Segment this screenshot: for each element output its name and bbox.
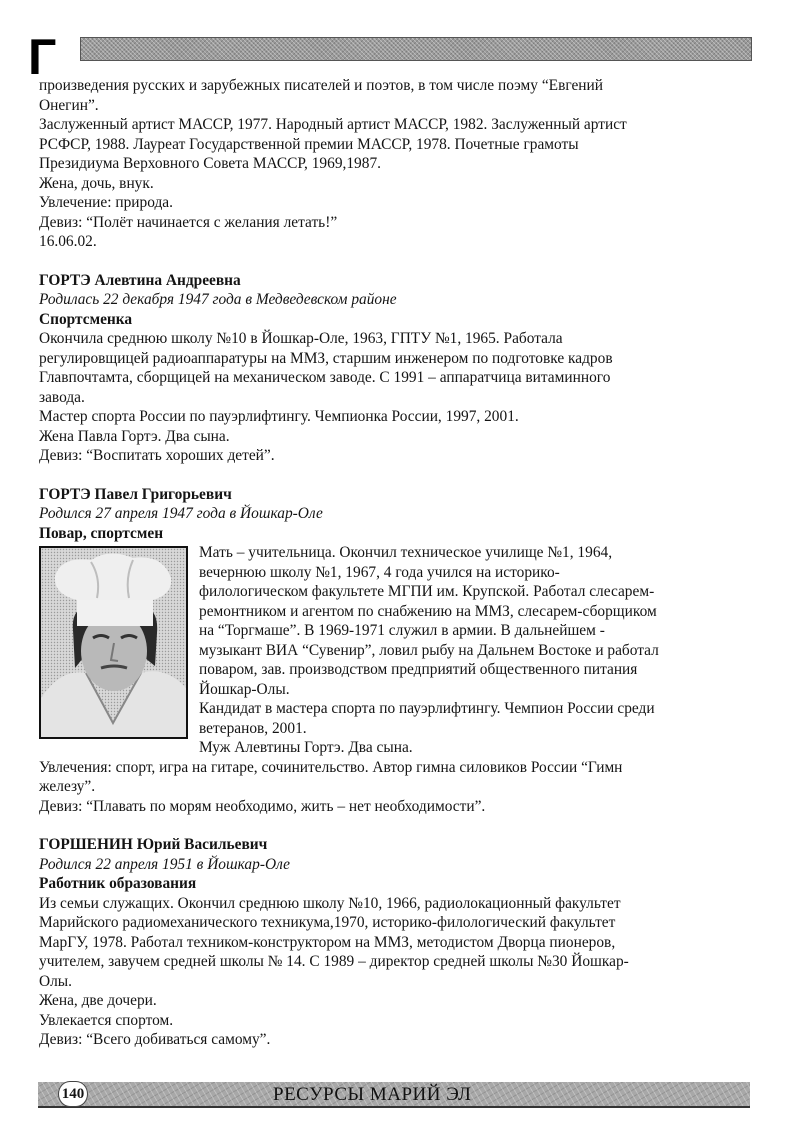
text-line: регулировщицей радиоаппаратуры на ММЗ, старшим инженером по подготовке кадров [39, 349, 613, 367]
page-number: 140 [58, 1081, 88, 1107]
text-line: поваром, зав. производством предприятий общественного питания [199, 661, 638, 678]
page-footer [38, 1082, 750, 1108]
text-line: Увлекается спортом. [39, 1011, 174, 1029]
text-line: Увлечения: спорт, игра на гитаре, сочинительство. Автор гимна силовиков России “Гимн [39, 758, 623, 776]
section-header-bar [80, 37, 752, 61]
profession: Спортсменка [39, 310, 133, 328]
text-line: завода. [39, 388, 85, 406]
page-content [39, 76, 759, 1050]
text-line: Девиз: “Плавать по морям необходимо, жить – нет необходимости”. [39, 797, 486, 815]
text-line: МарГУ, 1978. Работал техником-конструктором на ММЗ, методистом Дворца пионеров, [39, 933, 616, 951]
section-letter: Г [28, 29, 57, 85]
text-line: Муж Алевтины Гортэ. Два сына. [199, 739, 413, 756]
profession: Работник образования [39, 875, 197, 892]
text-line: Марийского радиомеханического техникума,1970, историко-филологический факультет [39, 914, 616, 931]
biography-entry [39, 271, 759, 466]
photo-side-text [199, 543, 759, 758]
text-line: вечернюю школу №1, 1967, 4 года учился на историко- [199, 563, 560, 581]
text-line: Мастер спорта России по пауэрлифтингу. Чемпионка России, 1997, 2001. [39, 408, 519, 425]
text-line: Девиз: “Воспитать хороших детей”. [39, 447, 275, 464]
text-line: железу”. [39, 778, 96, 795]
text-line: Главпочтамта, сборщицей на механическом заводе. С 1991 – аппаратчица витаминного [39, 369, 611, 386]
text-line: Йошкар-Олы. [199, 680, 290, 698]
text-line: Жена Павла Гортэ. Два сына. [39, 427, 230, 445]
text-line: Онегин”. [39, 96, 99, 114]
text-line: музыкант ВИА “Сувенир”, ловил рыбу на Дальнем Востоке и работал [199, 641, 659, 659]
biography-entry [39, 835, 759, 1050]
profession: Повар, спортсмен [39, 524, 164, 542]
text-line: учителем, завучем средней школы № 14. С 1989 – директор средней школы №30 Йошкар- [39, 953, 629, 970]
text-line: Увлечение: природа. [39, 194, 173, 211]
text-line: 16.06.02. [39, 233, 97, 250]
portrait-photo [39, 546, 188, 739]
person-name: ГОРТЭ Павел Григорьевич [39, 485, 232, 503]
text-line: ветеранов, 2001. [199, 719, 307, 737]
text-line: Из семьи служащих. Окончил среднюю школу №10, 1966, радиолокационный факультет [39, 894, 621, 912]
text-line: филологическом факультете МГПИ им. Крупской. Работал слесарем- [199, 583, 655, 600]
birth-info: Родился 22 апреля 1951 в Йошкар-Оле [39, 855, 290, 873]
biography-entry [39, 485, 759, 817]
portrait-image-icon [41, 548, 186, 737]
birth-info: Родилась 22 декабря 1947 года в Медведевском районе [39, 291, 397, 308]
publication-title: РЕСУРСЫ МАРИЙ ЭЛ [273, 1084, 472, 1105]
continuation-text [39, 76, 759, 252]
text-line: Жена, две дочери. [39, 992, 157, 1009]
birth-info: Родился 27 апреля 1947 года в Йошкар-Оле [39, 505, 323, 522]
text-line: РСФСР, 1988. Лауреат Государственной премии МАССР, 1978. Почетные грамоты [39, 135, 579, 153]
text-line: Президиума Верховного Совета МАССР, 1969,1987. [39, 155, 381, 172]
text-line: Девиз: “Полёт начинается с желания летать!” [39, 213, 338, 231]
text-line: Заслуженный артист МАССР, 1977. Народный артист МАССР, 1982. Заслуженный артист [39, 116, 627, 133]
text-line: Мать – учительница. Окончил техническое училище №1, 1964, [199, 544, 613, 561]
person-name: ГОРШЕНИН Юрий Васильевич [39, 836, 268, 853]
text-line: на “Торгмаше”. В 1969-1971 служил в армии. В дальнейшем - [199, 622, 605, 639]
text-line: Олы. [39, 972, 72, 990]
text-line: Окончила среднюю школу №10 в Йошкар-Оле, 1963, ГПТУ №1, 1965. Работала [39, 330, 563, 347]
text-line: произведения русских и зарубежных писателей и поэтов, в том числе поэму “Евгений [39, 77, 603, 94]
photo-text-block [39, 543, 759, 758]
text-line: Жена, дочь, внук. [39, 174, 154, 192]
person-name: ГОРТЭ Алевтина Андреевна [39, 271, 241, 289]
text-line: Кандидат в мастера спорта по пауэрлифтингу. Чемпион России среди [199, 700, 655, 717]
text-line: Девиз: “Всего добиваться самому”. [39, 1031, 271, 1048]
text-line: ремонтником и агентом по снабжению на ММЗ, слесарем-сборщиком [199, 602, 657, 620]
